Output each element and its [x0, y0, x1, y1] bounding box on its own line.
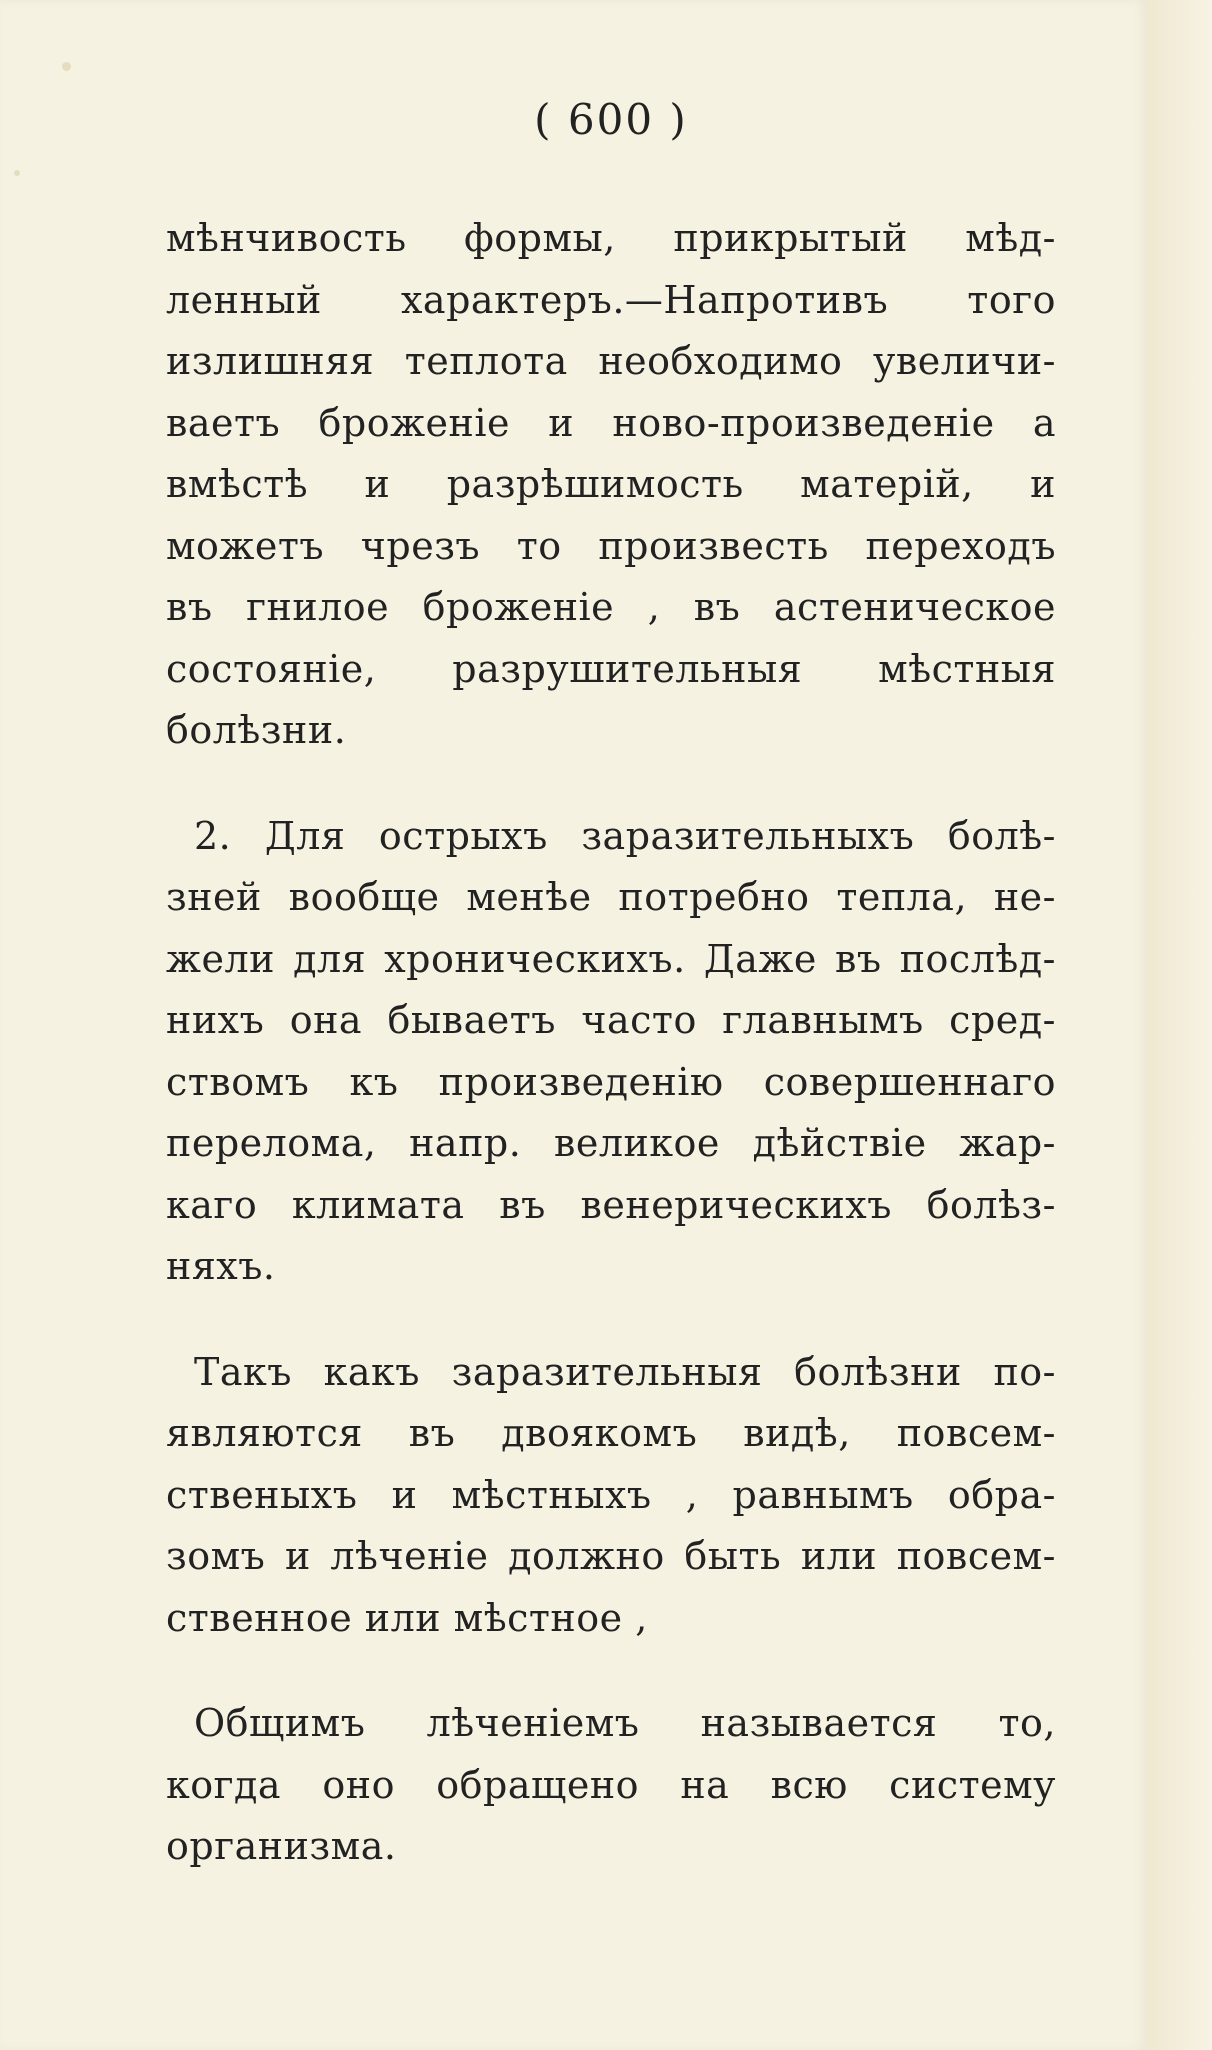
text-line: ственное или мѣстное ,	[166, 1595, 648, 1640]
text-line: когда оно обращено на всю систему	[166, 1762, 1056, 1807]
text-line: ленный характеръ.—Напротивъ того	[166, 277, 1056, 322]
text-line: являются въ двоякомъ видѣ, повсем-	[166, 1411, 1056, 1455]
text-line: нихъ она бываетъ часто главнымъ сред-	[166, 998, 1056, 1042]
page-number: ( 600 )	[534, 95, 688, 144]
text-line: организма.	[166, 1824, 397, 1868]
paragraph-1	[166, 208, 1056, 762]
text-line: вмѣстѣ и разрѣшимость матерій, и	[166, 462, 1056, 506]
paper-spot	[14, 170, 20, 176]
text-line: ствомъ къ произведенію совершеннаго	[166, 1059, 1056, 1104]
text-line: жели для хроническихъ. Даже въ послѣд-	[166, 936, 1056, 981]
paragraph-4	[166, 1693, 1056, 1878]
text-line: можетъ чрезъ то произвесть переходъ	[166, 523, 1056, 568]
text-line: перелома, напр. великое дѣйствіе жар-	[166, 1121, 1056, 1165]
text-line: каго климата въ венерическихъ болѣз-	[166, 1182, 1056, 1227]
text-line: въ гнилое броженіе , въ астеническое	[166, 585, 1056, 629]
text-line: состояніе, разрушительныя мѣстныя	[166, 646, 1056, 691]
text-line: Такъ какъ заразительныя болѣзни по-	[194, 1349, 1056, 1394]
text-line: няхъ.	[166, 1244, 276, 1288]
text-line: 2. Для острыхъ заразительныхъ болѣ-	[194, 813, 1056, 858]
text-line: зней вообще менѣе потребно тепла, не-	[166, 875, 1056, 919]
text-line: ваетъ броженіе и ново-произведеніе а	[166, 400, 1056, 445]
text-line: зомъ и лѣченіе должно быть или повсем-	[166, 1534, 1056, 1578]
page-text	[166, 92, 1056, 1878]
text-line: ственыхъ и мѣстныхъ , равнымъ обра-	[166, 1472, 1056, 1517]
paragraph-2	[166, 806, 1056, 1298]
text-line: Общимъ лѣченіемъ называется то,	[194, 1701, 1056, 1745]
page-edge	[1148, 0, 1212, 2050]
text-line: болѣзни.	[166, 708, 347, 752]
paragraph-3	[166, 1342, 1056, 1650]
text-line: мѣнчивость формы, прикрытый мѣд-	[166, 216, 1056, 260]
text-line: излишняя теплота необходимо увеличи-	[166, 339, 1056, 383]
paper-spot	[62, 62, 71, 71]
